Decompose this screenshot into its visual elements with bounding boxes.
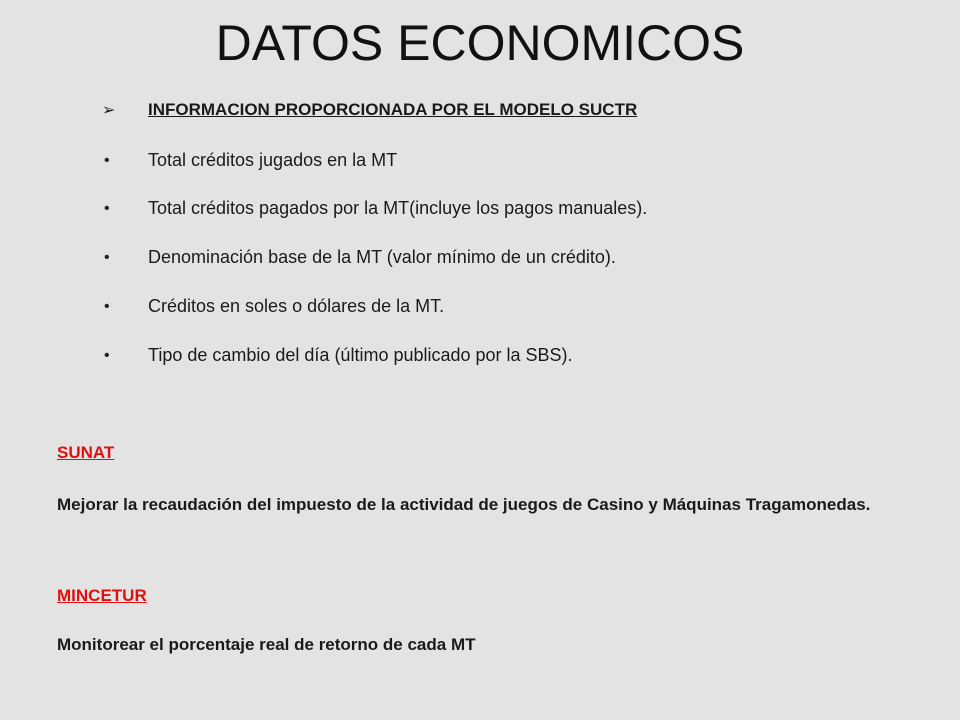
list-heading-text: INFORMACION PROPORCIONADA POR EL MODELO SUCTR	[148, 100, 638, 119]
list-heading-item	[0, 100, 960, 130]
list-item-text: Tipo de cambio del día (último publicado por la SBS).	[148, 345, 573, 365]
list-item	[0, 247, 960, 277]
section-label-mincetur: MINCETUR	[57, 586, 147, 605]
list-item-text: Total créditos pagados por la MT(incluye los pagos manuales).	[148, 198, 648, 218]
bullet-icon: •	[104, 347, 110, 364]
list-item	[0, 198, 960, 228]
list-item	[0, 150, 960, 180]
bullet-icon: •	[104, 249, 110, 266]
list-item-text: Denominación base de la MT (valor mínimo de un crédito).	[148, 247, 616, 267]
section-description-sunat: Mejorar la recaudación del impuesto de la actividad de juegos de Casino y Máquinas Tragamonedas.	[57, 495, 871, 514]
list-item-text: Créditos en soles o dólares de la MT.	[148, 296, 445, 316]
section-description-mincetur: Monitorear el porcentaje real de retorno de cada MT	[57, 635, 476, 654]
bullet-icon: •	[104, 152, 110, 169]
bullet-icon: •	[104, 298, 110, 315]
list-item	[0, 296, 960, 326]
bullet-icon: •	[104, 200, 110, 217]
list-item-text: Total créditos jugados en la MT	[148, 150, 398, 170]
section-label-sunat: SUNAT	[57, 443, 115, 462]
list-item	[0, 345, 960, 375]
arrow-bullet-icon: ➢	[102, 102, 116, 119]
slide-title: DATOS ECONOMICOS	[215, 15, 745, 71]
